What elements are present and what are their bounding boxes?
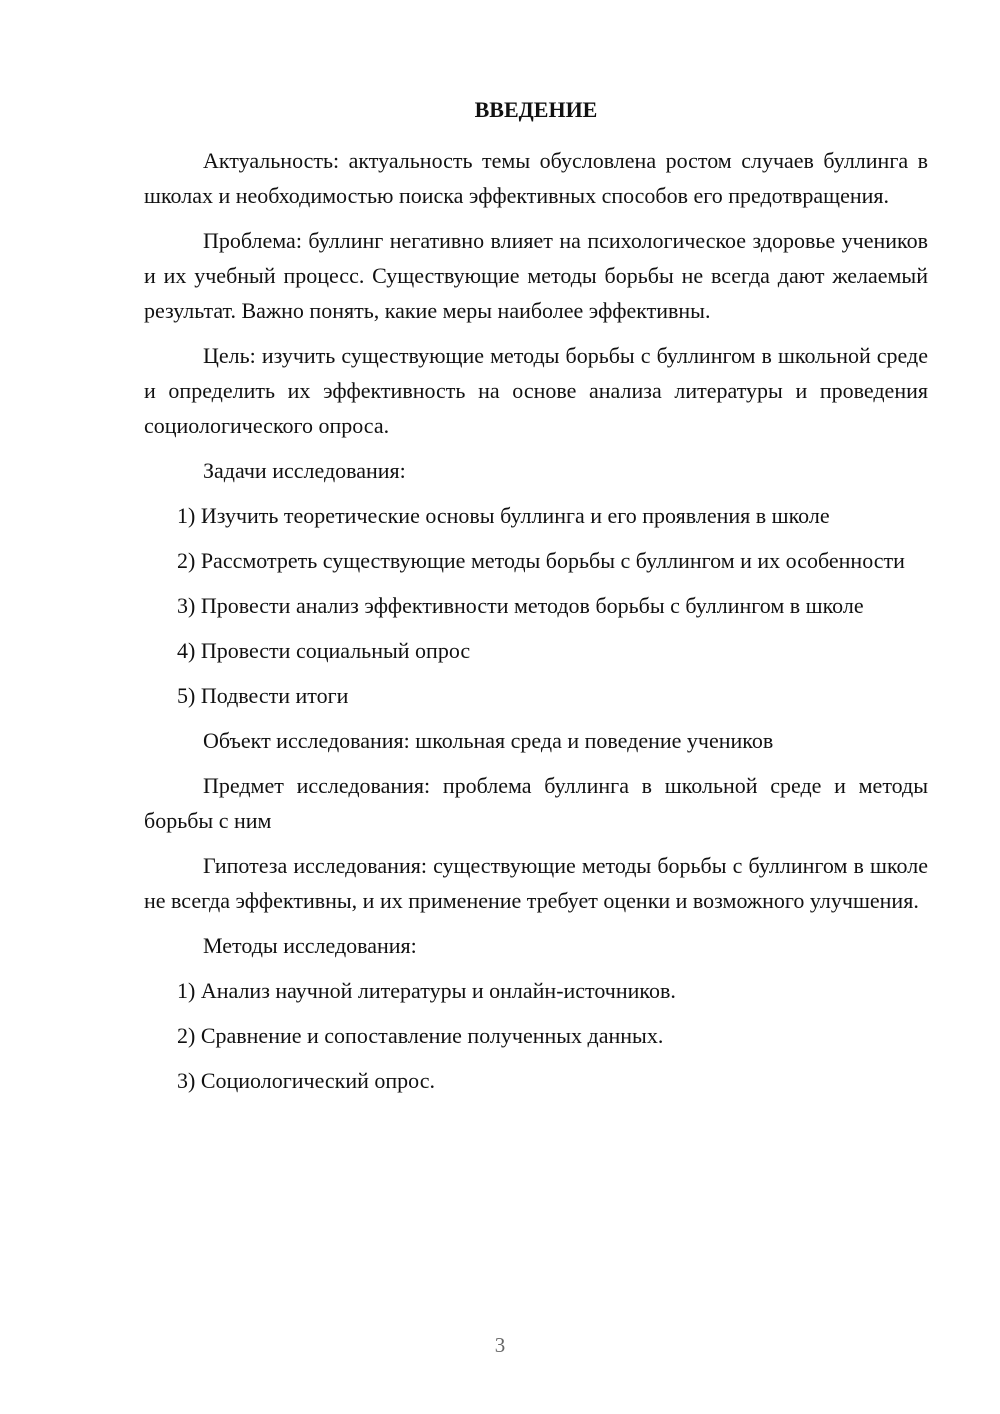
task-item: 3) Провести анализ эффективности методов борьбы с буллингом в школе bbox=[177, 593, 864, 618]
subject-paragraph: Предмет исследования: проблема буллинга в школьной среде и методы борьбы с ним bbox=[144, 773, 928, 833]
object-paragraph: Объект исследования: школьная среда и поведение учеников bbox=[203, 728, 774, 753]
task-item: 1) Изучить теоретические основы буллинга и его проявления в школе bbox=[177, 503, 830, 528]
method-item: 1) Анализ научной литературы и онлайн-источников. bbox=[177, 978, 676, 1003]
methods-title: Методы исследования: bbox=[203, 933, 417, 958]
hypothesis-paragraph: Гипотеза исследования: существующие методы борьбы с буллингом в школе не всегда эффективны, и их применение требует оценки и возможного улучшения. bbox=[144, 853, 928, 913]
section-heading: ВВЕДЕНИЕ bbox=[474, 97, 598, 122]
document-page bbox=[144, 90, 928, 1108]
method-item: 3) Социологический опрос. bbox=[177, 1068, 435, 1093]
method-item: 2) Сравнение и сопоставление полученных данных. bbox=[177, 1023, 664, 1048]
goal-paragraph: Цель: изучить существующие методы борьбы с буллингом в школьной среде и определить их эффективность на основе анализа литературы и проведения социологического опроса. bbox=[144, 343, 928, 438]
relevance-paragraph: Актуальность: актуальность темы обусловлена ростом случаев буллинга в школах и необходимостью поиска эффективных способов его предотвращения. bbox=[144, 148, 928, 208]
task-item: 4) Провести социальный опрос bbox=[177, 638, 471, 663]
problem-paragraph: Проблема: буллинг негативно влияет на психологическое здоровье учеников и их учебный процесс. Существующие методы борьбы не всегда дают желаемый результат. Важно понять, какие меры наиболее эффективны. bbox=[144, 228, 928, 323]
page-number: 3 bbox=[494, 1333, 506, 1357]
tasks-title: Задачи исследования: bbox=[203, 458, 406, 483]
task-item: 2) Рассмотреть существующие методы борьбы с буллингом и их особенности bbox=[177, 548, 905, 573]
task-item: 5) Подвести итоги bbox=[177, 683, 349, 708]
